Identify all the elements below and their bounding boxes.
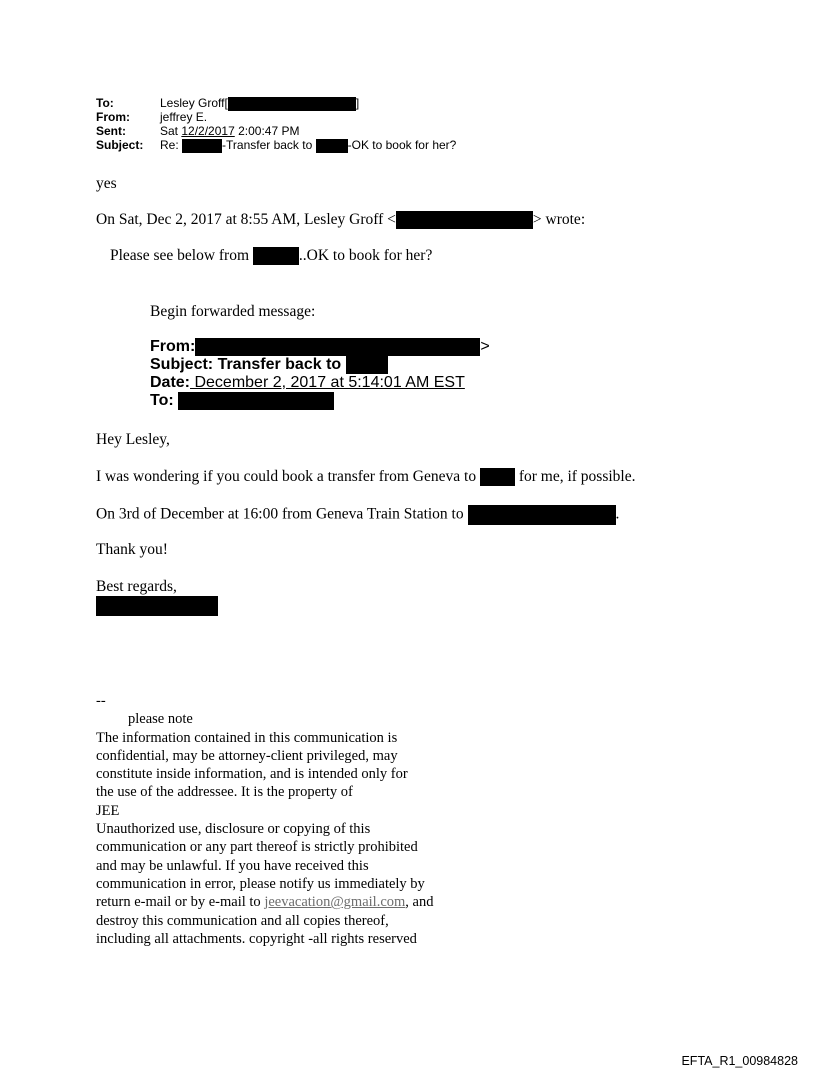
forwarded-header xyxy=(150,338,490,410)
footer-line: Unauthorized use, disclosure or copying of this xyxy=(96,821,371,838)
fwd-from-row xyxy=(150,338,490,356)
footer-line: The information contained in this communication is xyxy=(96,729,398,746)
redaction xyxy=(253,247,299,265)
fwd-to-label: To: xyxy=(150,392,174,410)
subject-c: -OK to book for her? xyxy=(347,138,457,152)
forward-intro: Begin forwarded message: xyxy=(150,303,316,320)
footer-line-10b: , and xyxy=(405,894,434,911)
sent-row xyxy=(96,124,456,138)
footer-line: including all attachments. copyright -all rights reserved xyxy=(96,930,417,947)
email-header xyxy=(96,96,456,152)
footer-line xyxy=(96,893,433,911)
greeting: Hey Lesley, xyxy=(96,431,170,448)
sent-date: 12/2/2017 xyxy=(181,124,235,138)
footer-line: and may be unlawful. If you have received this xyxy=(96,857,369,874)
redaction xyxy=(228,97,356,111)
quoted-message xyxy=(110,247,432,265)
sent-prefix: Sat xyxy=(160,124,182,138)
quote-suffix: > wrote: xyxy=(532,211,586,228)
to-value: Lesley Groff[ xyxy=(160,96,228,110)
thanks: Thank you! xyxy=(96,541,168,558)
to-label: To: xyxy=(96,96,114,110)
quoted-a: Please see below from xyxy=(110,247,253,264)
from-value: jeffrey E. xyxy=(160,110,208,124)
body-line-2a: On 3rd of December at 16:00 from Geneva Train Station to xyxy=(96,505,468,523)
sent-time: 2:00:47 PM xyxy=(234,124,300,138)
redaction xyxy=(178,392,334,410)
from-row xyxy=(96,110,456,124)
footer-line: destroy this communication and all copies thereof, xyxy=(96,912,389,929)
redaction xyxy=(195,338,480,356)
redaction xyxy=(480,468,515,486)
footer-line: communication or any part thereof is strictly prohibited xyxy=(96,839,418,856)
subject-row xyxy=(96,138,456,152)
body-line-1b: for me, if possible. xyxy=(514,468,636,485)
reply-text: yes xyxy=(96,175,117,192)
email-link[interactable]: jeevacation@gmail.com xyxy=(264,894,406,911)
quote-line xyxy=(96,211,585,229)
footer-line: the use of the addressee. It is the property of xyxy=(96,784,353,801)
fwd-date-value: December 2, 2017 at 5:14:01 AM EST xyxy=(190,374,465,391)
footer-note: please note xyxy=(128,711,193,728)
fwd-date-label: Date: xyxy=(150,374,191,391)
fwd-from-close: > xyxy=(480,338,490,356)
body-line-1a: I was wondering if you could book a transfer from Geneva to xyxy=(96,468,480,485)
footer-dashes: -- xyxy=(96,693,106,709)
subject-b: -Transfer back to xyxy=(222,138,316,152)
fwd-subject-label: Subject: Transfer back to xyxy=(150,356,342,374)
fwd-subject-row xyxy=(150,356,490,374)
fwd-from-label: From: xyxy=(150,338,196,356)
redaction xyxy=(396,211,533,229)
redaction xyxy=(346,356,388,374)
signature-redaction xyxy=(96,596,218,616)
redaction xyxy=(468,505,616,525)
sent-label: Sent: xyxy=(96,124,126,138)
from-label: From: xyxy=(96,110,130,124)
quote-prefix: On Sat, Dec 2, 2017 at 8:55 AM, Lesley Groff < xyxy=(96,211,396,228)
footer-line-10a: return e-mail or by e-mail to xyxy=(96,894,265,911)
footer-line: confidential, may be attorney-client privileged, may xyxy=(96,747,398,764)
redaction xyxy=(316,139,348,153)
regards: Best regards, xyxy=(96,578,177,595)
fwd-date-row xyxy=(150,374,490,392)
footer-line: JEE xyxy=(96,802,120,819)
footer-line: communication in error, please notify us immediately by xyxy=(96,875,425,892)
subject-label: Subject: xyxy=(96,138,144,152)
fwd-to-row xyxy=(150,392,490,410)
subject-a: Re: xyxy=(160,138,183,152)
to-row xyxy=(96,96,456,110)
body-line-1 xyxy=(96,468,636,486)
disclaimer xyxy=(96,692,433,948)
to-close: ] xyxy=(355,96,360,110)
redaction xyxy=(182,139,222,153)
body-line-2b: . xyxy=(615,505,620,523)
footer-line: constitute inside information, and is intended only for xyxy=(96,766,408,783)
document-id: EFTA_R1_00984828 xyxy=(681,1054,798,1068)
body-line-2 xyxy=(96,505,619,525)
quoted-b: ..OK to book for her? xyxy=(298,247,433,264)
